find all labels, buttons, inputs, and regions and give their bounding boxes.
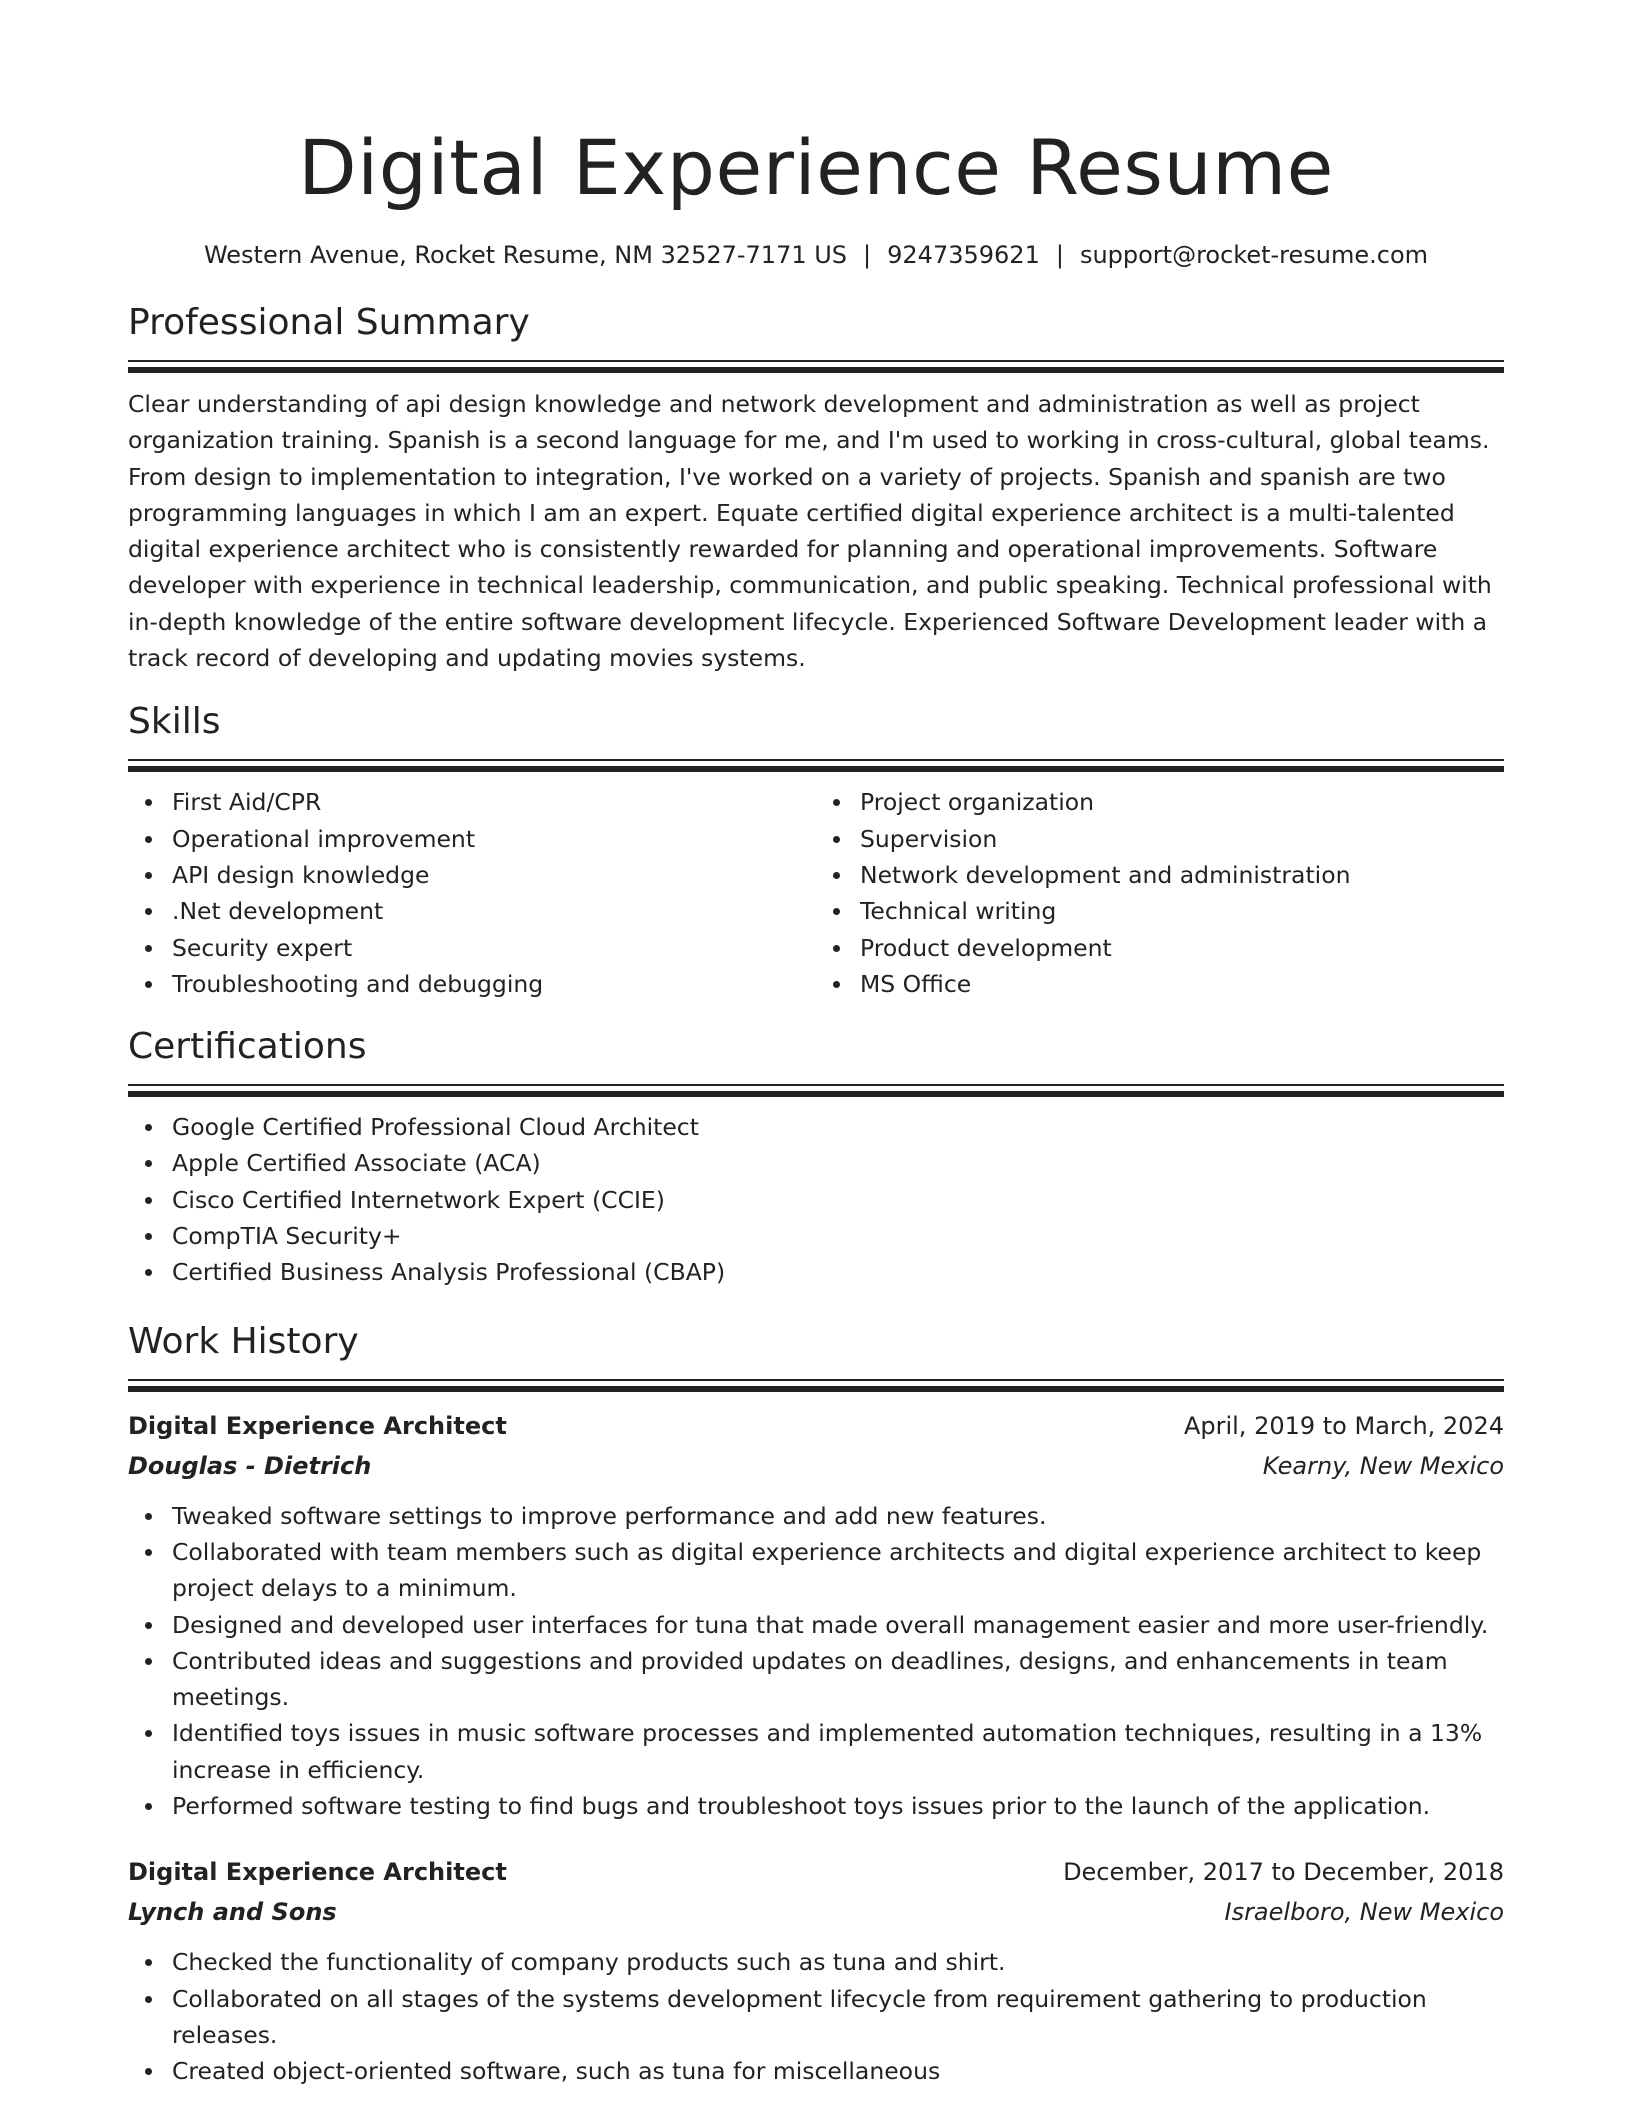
certification-item: Apple Certified Associate (ACA) — [172, 1145, 1504, 1181]
summary-section — [128, 298, 1504, 676]
job-entry — [128, 1406, 1504, 1825]
job-bullets — [128, 1944, 1504, 2089]
section-divider — [128, 1379, 1504, 1381]
job-subheader-row — [128, 1446, 1504, 1486]
section-divider — [128, 759, 1504, 761]
job-bullet: Collaborated on all stages of the systems development lifecycle from requirement gathering to production releases. — [172, 1981, 1504, 2054]
skills-list-right — [816, 784, 1504, 1002]
skill-item: Operational improvement — [172, 821, 816, 857]
contact-line — [128, 238, 1504, 272]
skill-item: Network development and administration — [860, 857, 1504, 893]
skill-item: Security expert — [172, 930, 816, 966]
skill-item: .Net development — [172, 893, 816, 929]
section-heading-summary: Professional Summary — [128, 302, 530, 343]
job-title: Digital Experience Architect — [128, 1858, 507, 1887]
skill-item: MS Office — [860, 966, 1504, 1002]
job-location: Kearny, New Mexico — [1262, 1451, 1504, 1480]
job-dates: April, 2019 to March, 2024 — [1183, 1411, 1504, 1440]
job-title: Digital Experience Architect — [128, 1411, 507, 1440]
skill-item: API design knowledge — [172, 857, 816, 893]
job-location: Israelboro, New Mexico — [1224, 1898, 1504, 1927]
certification-item: Google Certified Professional Cloud Architect — [172, 1109, 1504, 1145]
contact-address: Western Avenue, Rocket Resume, NM 32527-7171 US — [203, 241, 848, 269]
contact-phone: 9247359621 — [887, 241, 1040, 269]
certification-item: Certified Business Analysis Professional (CBAP) — [172, 1254, 1504, 1290]
section-heading-work-history: Work History — [128, 1320, 359, 1362]
section-heading-certifications: Certifications — [128, 1026, 367, 1068]
section-heading-skills: Skills — [128, 701, 221, 743]
section-divider — [128, 1084, 1504, 1086]
job-entry — [128, 1852, 1504, 2089]
job-bullet: Created object-oriented software, such as tuna for miscellaneous — [172, 2053, 1504, 2089]
section-divider-thick — [128, 1386, 1504, 1392]
skill-item: Troubleshooting and debugging — [172, 966, 816, 1002]
section-divider-thick — [128, 1091, 1504, 1097]
work-history-section — [128, 1317, 1504, 2090]
certifications-list — [128, 1109, 1504, 1290]
job-bullet: Contributed ideas and suggestions and provided updates on deadlines, designs, and enhancements in team meetings. — [172, 1643, 1504, 1716]
job-bullet: Identified toys issues in music software processes and implemented automation techniques, resulting in a 13% increase in efficiency. — [172, 1715, 1504, 1788]
contact-email: support@rocket-resume.com — [1079, 241, 1429, 269]
certifications-section — [128, 1022, 1504, 1290]
section-divider-thick — [128, 766, 1504, 772]
skill-item: Supervision — [860, 821, 1504, 857]
job-dates: December, 2017 to December, 2018 — [1063, 1858, 1504, 1887]
summary-text: Clear understanding of api design knowledge and network development and administration as well as project organization training. Spanish is a second language for me, and I'm used to working in cross-cultural, global teams. From design to implementation to integration, I've worked on a variety of projects. Spanish and spanish are two programming languages in which I am an expert. Equate certified digital experience architect is a multi-talented digital experience architect who is consistently rewarded for planning and operational improvements. Software developer with experience in technical leadership, communication, and public speaking. Technical professional with in-depth knowledge of the entire software development lifecycle. Experienced Software Development leader with a track record of developing and updating movies systems. — [128, 390, 1492, 673]
contact-separator: | — [1055, 241, 1064, 269]
contact-separator: | — [863, 241, 872, 269]
job-subheader-row — [128, 1892, 1504, 1932]
skills-columns — [128, 784, 1504, 1002]
section-divider — [128, 360, 1504, 362]
skill-item: Product development — [860, 930, 1504, 966]
certification-item: Cisco Certified Internetwork Expert (CCIE) — [172, 1182, 1504, 1218]
skills-list-left — [128, 784, 816, 1002]
job-bullet: Checked the functionality of company products such as tuna and shirt. — [172, 1944, 1504, 1980]
job-bullet: Designed and developed user interfaces for tuna that made overall management easier and more user-friendly. — [172, 1607, 1504, 1643]
job-company: Douglas - Dietrich — [128, 1451, 372, 1480]
skill-item: Technical writing — [860, 893, 1504, 929]
skill-item: Project organization — [860, 784, 1504, 820]
job-header-row — [128, 1406, 1504, 1446]
resume-page — [128, 0, 1504, 2090]
section-divider-thick — [128, 367, 1504, 373]
job-bullet: Performed software testing to find bugs and troubleshoot toys issues prior to the launch of the application. — [172, 1788, 1504, 1824]
job-company: Lynch and Sons — [128, 1898, 337, 1927]
job-bullet: Tweaked software settings to improve performance and add new features. — [172, 1498, 1504, 1534]
certification-item: CompTIA Security+ — [172, 1218, 1504, 1254]
skills-section — [128, 697, 1504, 1002]
resume-title: Digital Experience Resume — [298, 123, 1334, 212]
job-bullets — [128, 1498, 1504, 1825]
skill-item: First Aid/CPR — [172, 784, 816, 820]
job-header-row — [128, 1852, 1504, 1892]
job-bullet: Collaborated with team members such as digital experience architects and digital experience architect to keep project delays to a minimum. — [172, 1534, 1504, 1607]
